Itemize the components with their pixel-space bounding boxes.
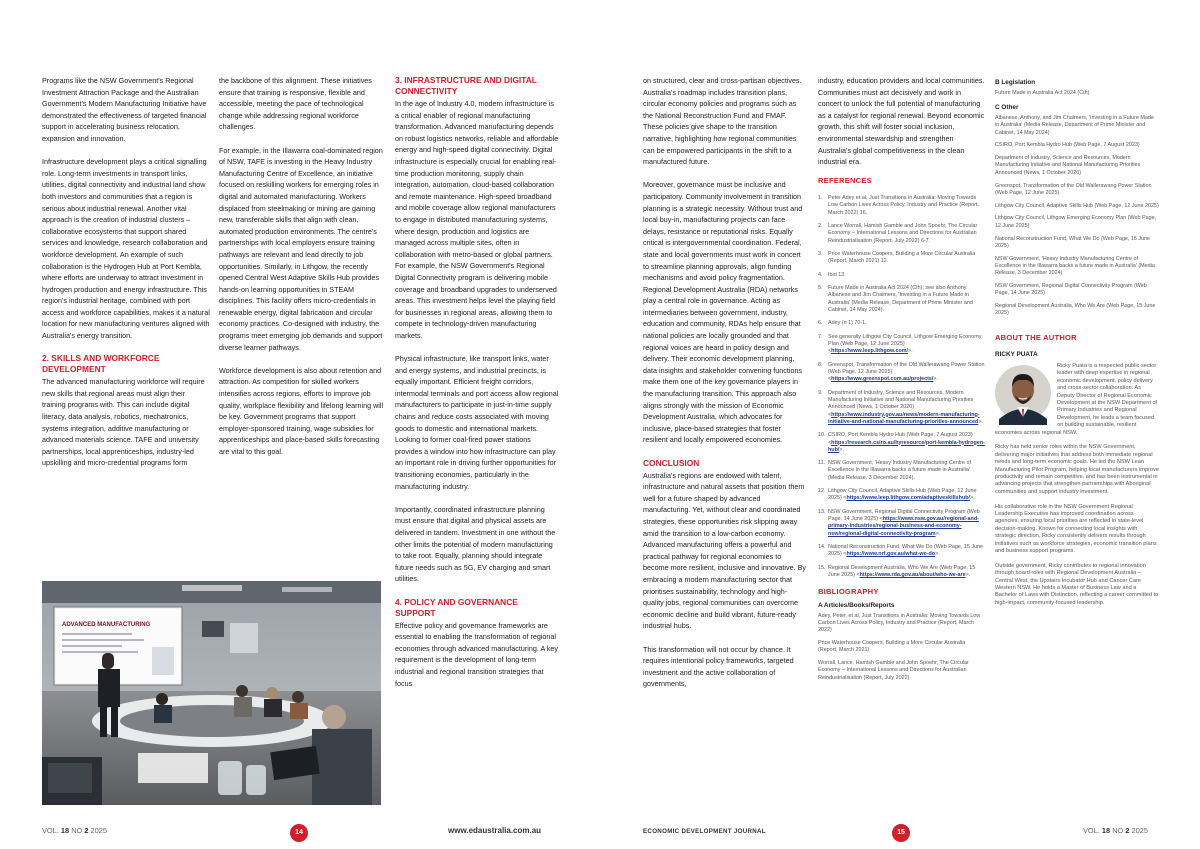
reference-number: 14.: [818, 544, 826, 551]
bibliography-list-c: [995, 115, 1159, 318]
paragraph-transformation: This transformation will not occur by chance. It requires intentional policy frameworks, targeted investment and the active collaboration of governments,: [643, 644, 794, 689]
right-column-2: [818, 75, 986, 688]
reference-link[interactable]: https://www.rda.gov.au/about/who-we-are: [859, 572, 966, 579]
bibliography-item: NSW Government, Regional Digital Connectivity Program (Web Page, 14 June 2025): [995, 283, 1147, 297]
reference-number: 2.: [818, 222, 823, 229]
reference-item: [818, 334, 986, 356]
reference-number: 13.: [818, 508, 826, 515]
left-column-3: [395, 75, 559, 689]
bibliography-list-b: [995, 90, 1159, 97]
bibliography-item: Department of Industry, Science and Resources, Modern Manufacturing Initiative and National Manufacturing Priorities Announced (News, 1 October 2020): [995, 155, 1141, 176]
bibliography-item: Regional Development Australia, Who We Are (Web Page, 15 June 2025): [995, 303, 1156, 317]
right-page: [600, 0, 1200, 849]
section-heading-conclusion: CONCLUSION: [643, 457, 700, 468]
reference-text: Department of Industry, Science and Resources, Modern Manufacturing Initiative and National Manufacturing Priorities Announced (News, 1 October 2020) <https://www.industry.gov.au/news/modern-manufacturing-initiative-and-national-manufacturing-priorities-announced>.: [828, 389, 984, 425]
author-paragraph-1: Ricky Puata is a respected public sector leader with deep expertise in regional economic development, policy delivery and cross-sector collaboration. As Deputy Director of Regional Economic Development at the NSW Department of Primary Industries and Regional Development, he leads a team focused on building sustainable, resilient economies across regional NSW.: [995, 362, 1158, 436]
reference-link[interactable]: https://research.csiro.au/hyresource/port-kembla-hydrogen-hub/: [828, 439, 985, 453]
reference-link[interactable]: https://www.greenspot.com.au/projects/: [831, 376, 934, 383]
footer-right-volume: VOL. 18 NO 2 2025: [1083, 826, 1148, 835]
reference-number: 10.: [818, 432, 826, 439]
reference-number: 7.: [818, 333, 823, 340]
reference-number: 1.: [818, 194, 823, 201]
paragraph-infrastructure-signalling: Infrastructure development plays a critical signalling role. Long-term investments in transport links, utilities, digital connectivity and industrial land show both investors and communities that a region is serious about industrial renewal. Another vital approach is the creation of industrial clusters – collaborative ecosystems that support shared services and knowledge, research collaboration and workforce development. An example of such collaboration is the Hydrogen Hub at Port Kembla, where efforts are underway to attract investment in hydrogen production and energy infrastructure. This region's industrial heritage, combined with port access and workforce capabilities, makes it a natural location for new manufacturing ventures aligned with Australia's energy transition.: [42, 157, 210, 341]
reference-text: Lithgow City Council, Adaptive Skills Hub (Web Page, 12 June 2025) <https://www.leep.lithgow.com/adaptiveskillshub/>.: [828, 488, 977, 502]
paragraph-backbone: the backbone of this alignment. These initiatives ensure that training is responsive, flexible and accessible, meeting the pace of technological change while addressing regional workforce challenges.: [219, 76, 372, 132]
paragraph-communities: industry, education providers and local communities. Communities must act decisively and work in concert to unlock the full potential of manufacturing as a catalyst for regional renewal. Beyond economic growth, this shift will foster social inclusion, environmental stewardship and strengthen Australia's global competitiveness in the clean industrial era.: [818, 76, 985, 167]
reference-text: Greenspot, Transformation of the Old Wallerawang Power Station (Web Page, 12 June 2025) <https://www.greenspot.com.au/projects/>.: [828, 361, 985, 383]
reference-link[interactable]: https://www.nsw.gov.au/regional-and-primary-industries/regional-business-and-economy-nsw/regional-digital-connectivity-program: [828, 516, 979, 537]
author-portrait: [995, 363, 1051, 425]
bibliography-item: Adey, Peter, et al, Just Transitions in Australia: Moving Towards Low Carbon Lives Across Policy, Industry and Practice (Report, March 2022): [818, 612, 981, 634]
website-link[interactable]: www.edaustralia.com.au: [448, 826, 542, 835]
paragraph-industry-4: In the age of Industry 4.0, modern infrastructure is a critical enabler of regional manufacturing transformation. Advanced manufacturing depends on robust logistics networks, reliable and affordable energy and high-speed digital connectivity. Digital infrastructure is especially crucial for enabling real-time production monitoring, supply chain integration, automation, cloud-based collaboration and remote maintenance. High-speed broadband and mobile coverage allow regional manufacturers to engage in distributed manufacturing systems, where design, production and logistics are managed across multiple sites, often in collaboration with metro-based or global partners. For example, the NSW Government's Regional Digital Connectivity program is delivering mobile coverage and broadband upgrades to underserved areas. This investment helps level the playing field for businesses in regional areas, allowing them to compete in technology-driven manufacturing markets.: [395, 99, 559, 340]
paragraph-illawarra: For example, in the Illawarra coal-dominated region of NSW, TAFE is investing in the Heavy Industry Manufacturing Centre of Excellence, an initiative focused on reskilling workers for emerging roles in digital and automated manufacturing. Workers displaced from steelmaking or mining are gaining new, transferable skills that align with clean, automated production environments. The centre's partnerships with local employers ensure training pathways are relevant and lead directly to job opportunities. Similarly, in Lithgow, the recently opened Central West Adaptive Skills Hub provides hands-on learning opportunities in STEAM disciplines. This facility offers micro-credentials in renewable energy, digital fabrication and circular economy practices. Co-designed with industry, the programs meet emerging job demands and support diverse learner pathways.: [219, 145, 383, 352]
bibliography-list-a: [818, 613, 986, 682]
about-author-heading: ABOUT THE AUTHOR: [995, 332, 1077, 342]
reference-item: [818, 390, 986, 426]
reference-number: 12.: [818, 488, 826, 495]
bibliography-section-a: A Articles/Books/Reports: [818, 602, 895, 610]
page-number-15: 15: [892, 824, 910, 842]
bibliography-item: Worrall, Lance, Hamish Gamble and John Spoehr, The Circular Economy – International Lessons and Directions for Australian Reindustrialisation (Report, July 2022): [818, 660, 969, 681]
reference-item: [818, 320, 986, 327]
photo-slide-title: ADVANCED MANUFACTURING: [62, 622, 151, 628]
author-bio: [995, 363, 1159, 607]
reference-number: 3.: [818, 250, 823, 257]
reference-text: National Reconstruction Fund, What We Do (Web Page, 15 June 2025) <https://www.nrf.gov.au/what-we-do>.: [828, 544, 984, 558]
reference-text: Price Waterhouse Coopers, Building a More Circular Australia (Report, March 2021) 12.: [828, 250, 976, 265]
references-list: [818, 195, 986, 579]
reference-link[interactable]: https://www.nrf.gov.au/what-we-do: [846, 551, 936, 558]
reference-item: [818, 565, 986, 580]
reference-text: NSW Government, 'Heavy Industry Manufacturing Centre of Excellence in the Illawarra backs a future made in Australia' (Media Release, 3 December 2024).: [828, 460, 972, 481]
reference-text: CSIRO, Port Kembla Hydro Hub (Web Page, 7 August 2023) <https://research.csiro.au/hyresource/port-kembla-hydrogen-hub/>.: [828, 432, 985, 453]
reference-link[interactable]: https://www.leep.lithgow.com/: [831, 348, 909, 355]
paragraph-policy: Effective policy and governance frameworks are essential to enabling the transformation of regional economies through advanced manufacturing. A key requirement is the development of long-term industrial and regional transition strategies that focus: [395, 620, 559, 688]
reference-text: Future Made in Australia Act 2024 (Cth); see also Anthony Albanese and Jim Chalmers, 'Investing in a Future Made in Australia' (Media Release, Department of Prime Minister and Cabinet, 14 May 2024).: [828, 284, 973, 313]
footer-left-volume: VOL. 18 NO 2 2025: [42, 826, 107, 835]
reference-text: See generally Lithgow City Council, Lithgow Emerging Economy Plan (Web Page, 12 June 2025) <https://www.leep.lithgow.com/>.: [828, 333, 982, 355]
page-number-14: 14: [290, 824, 308, 842]
reference-text: Lance Worrall, Hamish Gamble and John Spoehr, The Circular Economy – International Lessons and Directions for Australian Reindustrialisation (Report, July 2022) 6-7.: [828, 222, 978, 244]
reference-number: 5.: [818, 284, 823, 291]
reference-number: 6.: [818, 320, 823, 327]
left-column-1: [42, 75, 210, 469]
reference-number: 11.: [818, 460, 826, 467]
paragraph-governance: Moreover, governance must be inclusive and participatory. Community involvement in transition planning is a strategic necessity. Without trust and local buy-in, manufacturing projects can face delays, resistance or reputational risks. Equally critical is intergovernmental coordination. Federal, state and local governments must work in concert to streamline planning approvals, align funding mechanisms and avoid policy fragmentation. Regional Development Australia (RDA) networks play a central role in governance. Acting as intermediaries between government, industry, education and community, RDAs help ensure that national policies are locally grounded and that regional voices are heard in policy design and delivery. Their economic development planning, data insights and stakeholder convening functions make them one of the key governance players in the manufacturing transition. This approach also aligns strongly with the mission of Economic Development Australia, which advocates for inclusive, place-based strategies that foster resilient and locally empowered economies.: [643, 180, 803, 445]
bibliography-item: Future Made in Australia Act 2024 (Cth): [995, 89, 1090, 96]
section-heading-policy: 4. POLICY AND GOVERNANCE SUPPORT: [395, 596, 518, 618]
bibliography-item: Lithgow City Council, Adaptive Skills Hub (Web Page, 12 June 2025): [995, 202, 1159, 209]
reference-number: 9.: [818, 389, 823, 396]
reference-text: Adey (n 1) 70-1.: [828, 320, 867, 327]
author-paragraph-3: His collaborative role in the NSW Government Regional Leadership Executive has improved coordination across agencies, ensuring local priorities are reflected in state-level decision-making. Known for connecting local insights with strategic direction, Ricky consistently delivers results through initiatives such as workforce strategies, economic transition plans and business support programs.: [995, 503, 1157, 555]
reference-item: [818, 251, 986, 266]
paragraph-roadmap: on structured, clear and cross-partisan objectives. Australia's roadmap includes transition plans, circular economy policies and programs such as the National Reconstruction Fund and FMAF. These policies give shape to the transition narrative, highlighting how regional communities can be empowered participants in the shift to a manufactured future.: [643, 76, 802, 167]
references-heading: REFERENCES: [818, 176, 872, 186]
reference-number: 4.: [818, 271, 823, 278]
reference-item: [818, 432, 986, 454]
bibliography-item: National Reconstruction Fund, What We Do (Web Page, 15 June 2025): [995, 235, 1151, 249]
bibliography-item: CSIRO, Port Kembla Hydro Hub (Web Page, 7 August 2023): [995, 142, 1140, 149]
journal-name: ECONOMIC DEVELOPMENT JOURNAL: [643, 828, 766, 835]
paragraph-workforce-retention: Workforce development is also about retention and attraction. As competition for skilled workers intensifies across regions, efforts to improve job quality, workplace flexibility and lifelong learning will be key. Government programs that support employer-sponsored training, wage subsidies for apprenticeships and place-based skills forecasting are vital to this goal.: [219, 365, 384, 456]
reference-item: [818, 285, 986, 314]
author-paragraph-2: Ricky has held senior roles within the NSW Government, delivering major initiatives that address both immediate regional needs and long-term economic goals. He led the NSW Lean Manufacturing Pilot Program, helping local manufacturers improve productivity and remain competitive, and has been instrumental in advancing projects that strengthen partnerships with Aboriginal communities and support industry investment.: [995, 444, 1159, 495]
reference-item: [818, 362, 986, 384]
bibliography-item: Albanese, Anthony, and Jim Chalmers, 'Investing in a Future Made in Australia' (Media Release, Department of Prime Minister and Cabinet, 14 May 2024): [995, 114, 1154, 136]
reference-text: Regional Development Australia, Who We Are (Web Page, 15 June 2025) <https://www.rda.gov.au/about/who-we-are>.: [828, 564, 976, 579]
paragraph-conclusion: Australia's regions are endowed with talent, infrastructure and natural assets that position them well for a future shaped by advanced manufacturing. Yet, without clear and coordinated strategies, these opportunities risk slipping away amid the transition to a low-carbon economy. Advanced manufacturing offers a powerful and practical pathway for regional economies to become more resilient, inclusive and innovative. By embracing a modern manufacturing sector that prioritises sustainability, technology and high-quality jobs, regional communities can overcome economic decline and build vibrant, future-ready industrial hubs.: [643, 470, 806, 631]
reference-item: [818, 544, 986, 559]
reference-item: [818, 509, 986, 538]
paragraph-coordinated-planning: Importantly, coordinated infrastructure planning must ensure that digital and physical assets are delivered in tandem. Investment in one without the other limits the potential of modern manufacturing to take root. Equally, planning should integrate future needs such as 5G, EV charging and smart utilities.: [395, 504, 556, 584]
reference-item: [818, 488, 986, 503]
bibliography-item: Price Waterhouse Coopers, Building a More Circular Australia (Report, March 2021): [818, 640, 966, 654]
bibliography-item: Greenspot, Transformation of the Old Wallerawang Power Station (Web Page, 12 June 2025): [995, 182, 1152, 196]
reference-item: [818, 195, 986, 217]
section-heading-infrastructure: 3. INFRASTRUCTURE AND DIGITAL CONNECTIVITY: [395, 75, 537, 96]
paragraph-physical-infrastructure: Physical infrastructure, like transport links, water and energy systems, and industrial precincts, is equally important. Efficient freight corridors, intermodal terminals and port access allow regional manufacturers to participate in just-in-time supply chains and reduce costs associated with moving goods to domestic and international markets. Looking to former coal-fired power stations provides a window into how infrastructure can play an important role in driving further opportunities for transitioning economies, particularly in the manufacturing industry.: [395, 354, 559, 491]
reference-item: [818, 223, 986, 245]
bibliography-item: Lithgow City Council, Lithgow Emerging Economy Plan (Web Page, 12 June 2025): [995, 215, 1157, 229]
bibliography-section-b: B Legislation: [995, 79, 1036, 86]
author-name: RICKY PUATA: [995, 351, 1038, 359]
paragraph-intro: Programs like the NSW Government's Regional Investment Attraction Package and the Australian Government's Modern Manufacturing Initiative have demonstrated the effectiveness of targeted financial support in accelerating business relocation, expansion and innovation.: [42, 76, 207, 143]
reference-item: [818, 460, 986, 482]
reference-link[interactable]: https://www.leep.lithgow.com/adaptiveskillshub/: [846, 495, 971, 502]
reference-number: 15.: [818, 564, 826, 571]
author-paragraph-4: Outside government, Ricky contributes to regional innovation through board roles with Regional Development Australia – Central West, the Upstairs Incubator Hub and Cancer Care Western NSW. He holds a Master of Business Law and a Bachelor of Laws with Distinction, reflecting a career committed to high-impact, community-focused leadership.: [995, 562, 1159, 606]
workshop-photo: [42, 581, 381, 805]
reference-text: Ibid 13.: [828, 271, 846, 278]
paragraph-skills: The advanced manufacturing workforce will require new skills that regional areas must align their training programs with. This can include digital literacy, data analysis, robotics, mechatronics, systems integration, additive manufacturing or advanced materials science. TAFE and university partnerships, local apprenticeships, industry-led upskilling and micro-credential programs form: [42, 377, 205, 468]
left-column-2: [219, 75, 385, 458]
bibliography-section-c: C Other: [995, 104, 1019, 112]
bibliography-item: NSW Government, 'Heavy Industry Manufacturing Centre of Excellence in the Illawarra backs a future made in Australia' (Media Release, 3 December 2024): [995, 255, 1155, 277]
bibliography-heading: BIBLIOGRAPHY: [818, 586, 879, 596]
reference-link[interactable]: https://www.industry.gov.au/news/modern-manufacturing-initiative-and-national-manufacturing-priorities-announced: [828, 411, 980, 425]
right-column-1: [643, 75, 807, 690]
reference-text: NSW Government, Regional Digital Connectivity Program (Web Page, 14 June 2025) <https://www.nsw.gov.au/regional-and-primary-industries/regional-business-and-economy-nsw/regional-digital-connectivity-program>.: [828, 508, 980, 537]
right-column-3: [995, 77, 1159, 607]
reference-item: [818, 272, 986, 279]
reference-text: Peter Adey et al, Just Transitions in Australia: Moving Towards Low Carbon Lives Across Policy, Industry and Practice (Report, March 2022) 16.: [828, 194, 979, 216]
section-heading-skills: 2. SKILLS AND WORKFORCE DEVELOPMENT: [42, 353, 160, 375]
reference-number: 8.: [818, 361, 823, 368]
